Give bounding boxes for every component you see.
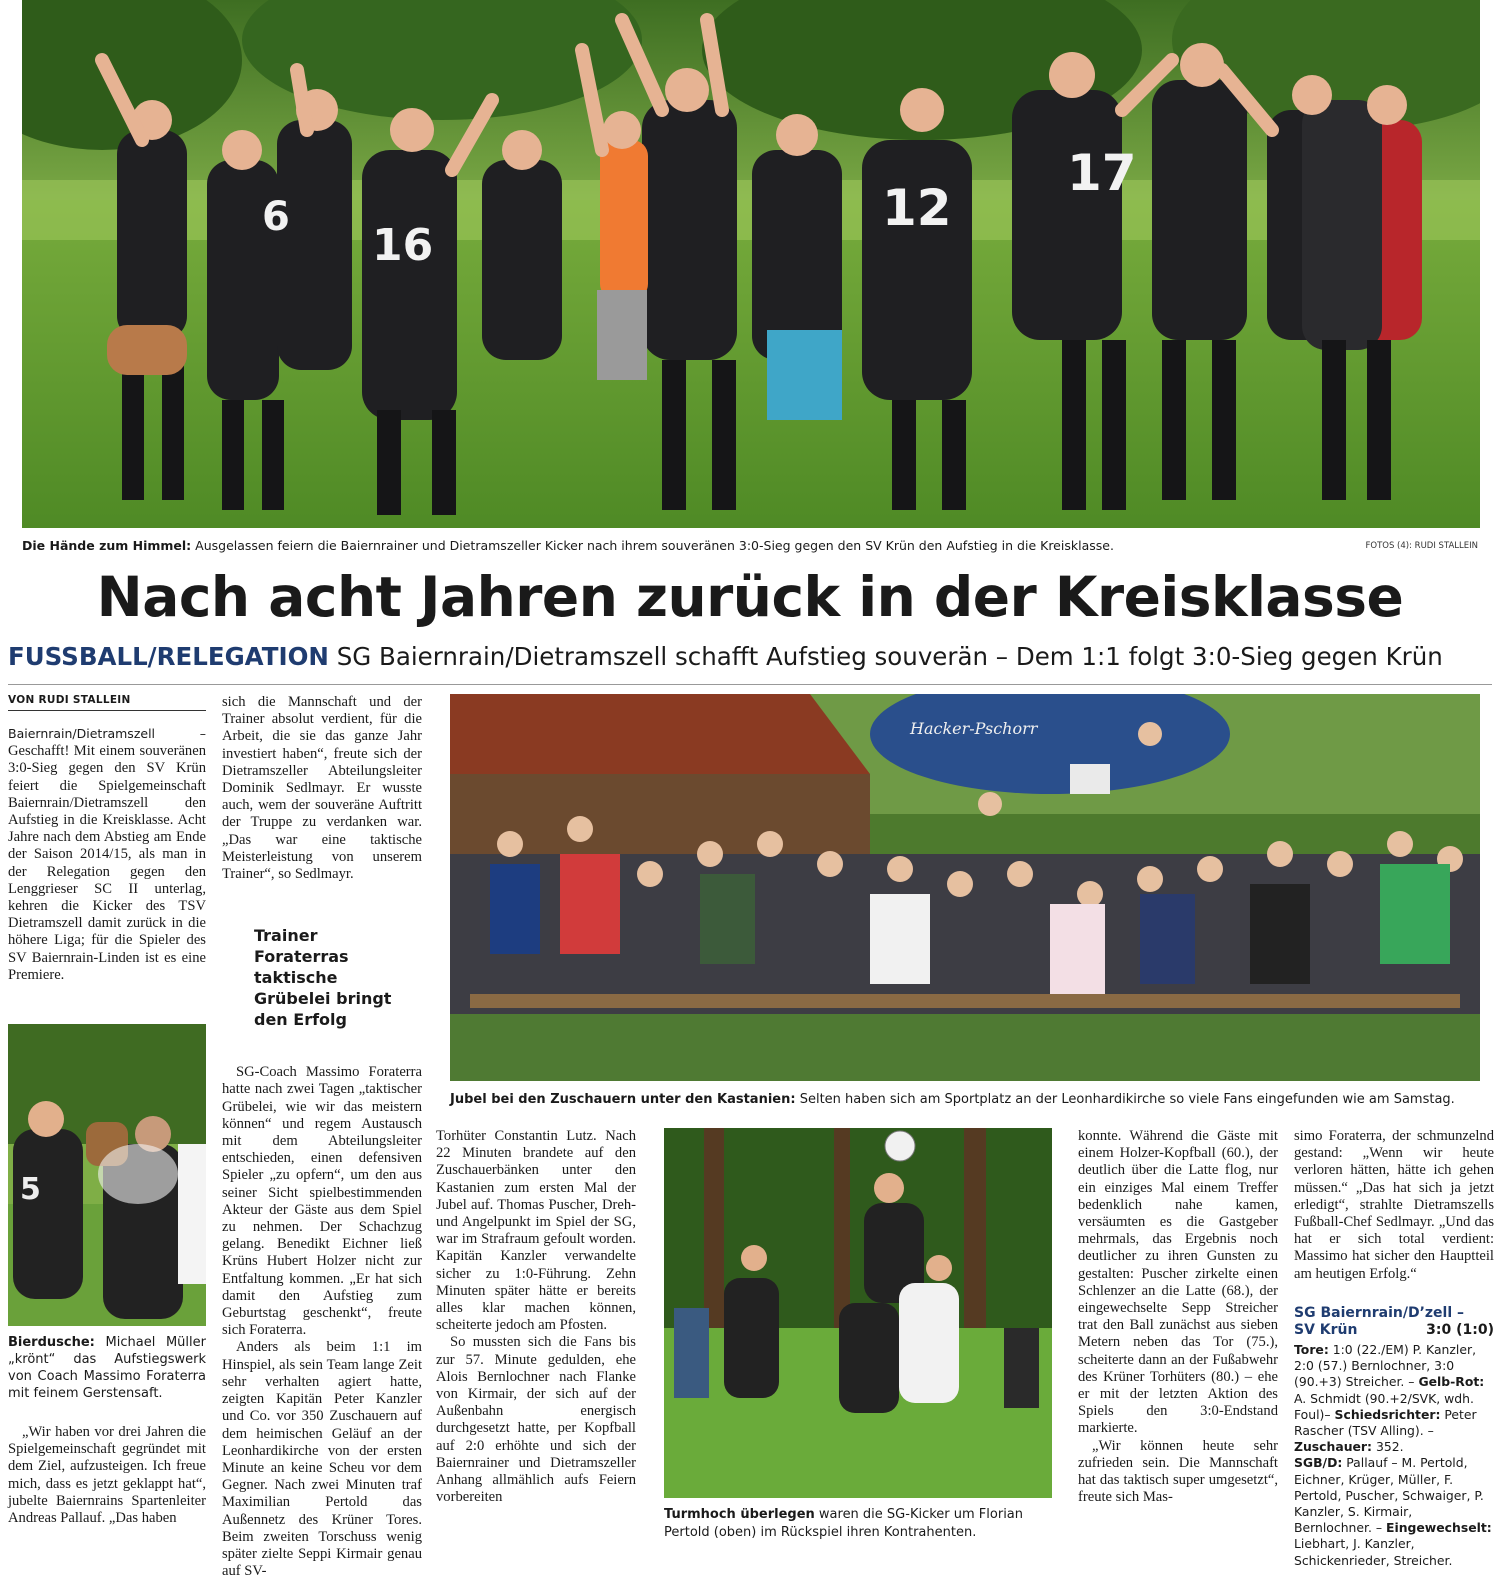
caption-text: Michael Müller „krönt“ das Aufstiegswerk von Coach Massimo Foraterra mit feinem Gerstensaft.	[8, 1335, 206, 1401]
stats-details	[1294, 1342, 1494, 1569]
tore-label: Tore:	[1294, 1342, 1329, 1357]
body-paragraph: Torhüter Constantin Lutz. Nach 22 Minuten brandete auf den Zuschauerbänken unter den Kastanien zum ersten Mal der Jubel auf. Thomas Puscher, Dreh- und Angelpunkt im Spiel der SG, war im Strafraum gefoult worden. Kapitän Kanzler verwandelte sicher zu 1:0-Führung. Zehn Minuten später hätte er bereits alles klar machen können, scheiterte jedoch am Pfosten.	[436, 1128, 636, 1334]
jersey-number: 5	[20, 1172, 41, 1207]
spectators-text: 352.	[1375, 1439, 1404, 1455]
lineup-text: Pallauf – M. Pertold, Eichner, Krüger, Müller, F. Pertold, Puscher, Schwaiger, P. Kanzler, S. Kirmair, Bernlochner. –	[1294, 1455, 1484, 1536]
column-6	[1294, 1128, 1494, 1283]
author-byline: VON RUDI STALLEIN	[8, 694, 131, 706]
beer-shower-photo	[8, 1024, 206, 1326]
beer-shower-caption	[8, 1334, 206, 1402]
caption-text: waren die SG-Kicker um Florian Pertold (oben) im Rückspiel ihren Kontrahenten.	[664, 1507, 1024, 1540]
body-paragraph: SG-Coach Massimo Foraterra hatte nach zwei Tagen „taktischer Grübelei, wie wir das meistern können“ und regem Austausch mit dem Abteilungsleiter entschieden, einen defensiven Spieler „zu opfern“, um den aus seiner Sicht spielbestimmenden Akteur der Gäste aus dem Spiel zu nehmen. Der Schachzug gelang. Benedikt Eichner ließ Krüns Hubert Holzer nicht zur Entfaltung kommen. „Er hat sich damit den Aufstieg zum Geburtstag geschenkt“, freute sich Foraterra.	[222, 1064, 422, 1339]
subline-text: SG Baiernrain/Dietramszell schafft Aufstieg souverän – Dem 1:1 folgt 3:0-Sieg gegen Krün	[336, 642, 1443, 671]
photo-credit: FOTOS (4): RUDI STALLEIN	[1365, 541, 1478, 551]
body-paragraph: simo Foraterra, der schmunzelnd gestand: „Wenn wir heute verloren hätten, hätte ich gehen müssen.“ „Das hat sich ja jetzt erledigt“, strahlte Dietramszells Fußball-Chef Sedlmayr. „Und das hat er sich total verdient: Massimo hat sicher den Hauptteil am heutigen Erfolg.“	[1294, 1128, 1494, 1282]
referee-text: Peter Rascher (TSV Alling). –	[1294, 1406, 1477, 1439]
kicker-rubric: FUSSBALL/RELEGATION	[8, 642, 329, 671]
column-5	[1078, 1128, 1278, 1506]
byline-rule	[8, 710, 206, 711]
subs-text: Liebhart, J. Kanzler, Schickenrieder, Streicher.	[1294, 1536, 1453, 1568]
lineup-label: SGB/D:	[1294, 1455, 1343, 1471]
top-photo-celebration	[22, 0, 1480, 528]
crowd-photo-caption	[450, 1092, 1480, 1108]
body-paragraph: „Wir haben vor drei Jahren die Spielgemeinschaft gegründet mit dem Ziel, aufzusteigen. Ich freue mich, dass es jetzt geklappt hat“, jubelte Baiernrains Spartenleiter Andreas Pallauf. „Das haben	[8, 1424, 206, 1527]
top-photo-caption	[22, 538, 1272, 554]
intro-text: Geschafft! Mit einem souveränen 3:0-Sieg gegen den SV Krün feiert die Spielgemeinschaft Baiernrain/Dietramszell den Aufstieg in die Kreisklasse. Acht Jahre nach dem Abstieg am Ende der Saison 2014/15, als man in der Relegation gegen den Lenggrieser SC II unterlag, kehren die Kicker des TSV Dietramszell damit zurück in die höhere Liga; für die Spieler des SV Baiernrain-Linden ist es eine Premiere.	[8, 743, 206, 983]
jersey-number: 17	[1067, 144, 1137, 202]
subs-label: Eingewechselt:	[1386, 1520, 1492, 1536]
subline	[8, 640, 1498, 674]
column-3	[436, 1128, 636, 1506]
jersey-number: 6	[262, 194, 290, 240]
referee-label: Schiedsrichter:	[1334, 1406, 1441, 1422]
caption-lead: Bierdusche:	[8, 1335, 95, 1350]
caption-lead: Turmhoch überlegen	[664, 1507, 815, 1522]
subheadline: Trainer Foraterras taktische Grübelei bringt den Erfolg	[254, 926, 392, 1030]
gelbrot-text: A. Schmidt (90.+2/SVK, wdh. Foul)–	[1294, 1390, 1474, 1422]
body-paragraph: „Wir können heute sehr zufrieden sein. Die Mannschaft hat das taktisch super umgesetzt“, freute sich Mas-	[1078, 1437, 1278, 1506]
body-paragraph: Anders als beim 1:1 im Hinspiel, als sein Team lange Zeit sehr verhalten agiert hatte, zeigten Kapitän Peter Kanzler und Co. vor 350 Zuschauern auf dem heimischen Geläuf an der Leonhardikirche von der ersten Minute an keine Scheu vor dem Gegner. Nach zwei Minuten traf Maximilian Pertold das Außennetz des Krüner Tores. Beim zweiten Torschuss wenig später zielte Seppi Kirmair genau auf SV-	[222, 1339, 422, 1580]
match-photo	[664, 1128, 1052, 1498]
column-2	[222, 694, 422, 1580]
umbrella-sign: Hacker-Pschorr	[910, 719, 1038, 738]
stats-title-home: SG Baiernrain/D’zell –	[1294, 1305, 1465, 1321]
divider	[8, 684, 1492, 685]
stats-score: 3:0 (1:0)	[1426, 1322, 1494, 1338]
dateline: Baiernrain/Dietramszell –	[8, 726, 206, 741]
caption-lead: Die Hände zum Himmel:	[22, 538, 192, 553]
caption-text: Selten haben sich am Sportplatz an der Leonhardikirche so viele Fans eingefunden wie am Samstag.	[799, 1092, 1455, 1107]
jersey-number: 16	[372, 220, 434, 271]
spectators-label: Zuschauer:	[1294, 1439, 1372, 1455]
caption-lead: Jubel bei den Zuschauern unter den Kastanien:	[450, 1092, 796, 1107]
column-1-top	[8, 725, 206, 984]
caption-text: Ausgelassen feiern die Baiernrainer und Dietramszeller Kicker nach ihrem souveränen 3:0-Sieg gegen den SV Krün den Aufstieg in die Kreisklasse.	[195, 538, 1114, 553]
body-paragraph: So mussten sich die Fans bis zur 57. Minute gedulden, ehe Alois Bernlochner nach Flanke von Kirmair, der sich auf der Außenbahn energisch durchgesetzt hatte, per Kopfball auf 2:0 erhöhte und sich der Baiernrainer und Dietramszeller Anhang allmählich aufs Feiern vorbereiten	[436, 1334, 636, 1506]
column-1-bottom	[8, 1424, 206, 1527]
headline: Nach acht Jahren zurück in der Kreisklasse	[96, 565, 1404, 629]
jersey-number: 12	[882, 179, 952, 237]
gelbrot-label: Gelb-Rot:	[1418, 1374, 1485, 1390]
body-paragraph: sich die Mannschaft und der Trainer absolut verdient, für die Arbeit, die sie das ganze Jahr investiert haben“, freute sich der Dietramszeller Abteilungsleiter Dominik Sedlmayr. Er wusste auch, wem der souveräne Auftritt der Truppe zu verdanken war. „Das war eine taktische Meisterleistung von unserem Trainer“, so Sedlmayr.	[222, 694, 422, 883]
body-paragraph: konnte. Während die Gäste mit einem Holzer-Kopfball (60.), der deutlich über die Latte flog, nur ein einziges Mal einem Treffer bedenklich nahe kamen, versäumten es die Gastgeber mehrmals, das Ergebnis noch deutlicher zu ihren Gunsten zu gestalten: Puscher zirkelte einen Schlenzer an die Latte (68.), der eingewechselte Sepp Streicher trat den Ball zunächst aus sieben Metern neben das Tor (75.), scheiterte dann an der Fußabwehr des Krüner Torhüters (80.) – ehe er mit der letzten Aktion des Spiels den 3:0-Endstand markierte.	[1078, 1128, 1278, 1437]
match-stats-box	[1294, 1305, 1494, 1569]
tore-text: 1:0 (22./EM) P. Kanzler, 2:0 (57.) Bernlochner, 3:0 (90.+3) Streicher. –	[1294, 1342, 1477, 1390]
match-photo-caption	[664, 1506, 1052, 1542]
crowd-photo	[450, 694, 1480, 1081]
stats-title-away: SV Krün	[1294, 1322, 1358, 1338]
